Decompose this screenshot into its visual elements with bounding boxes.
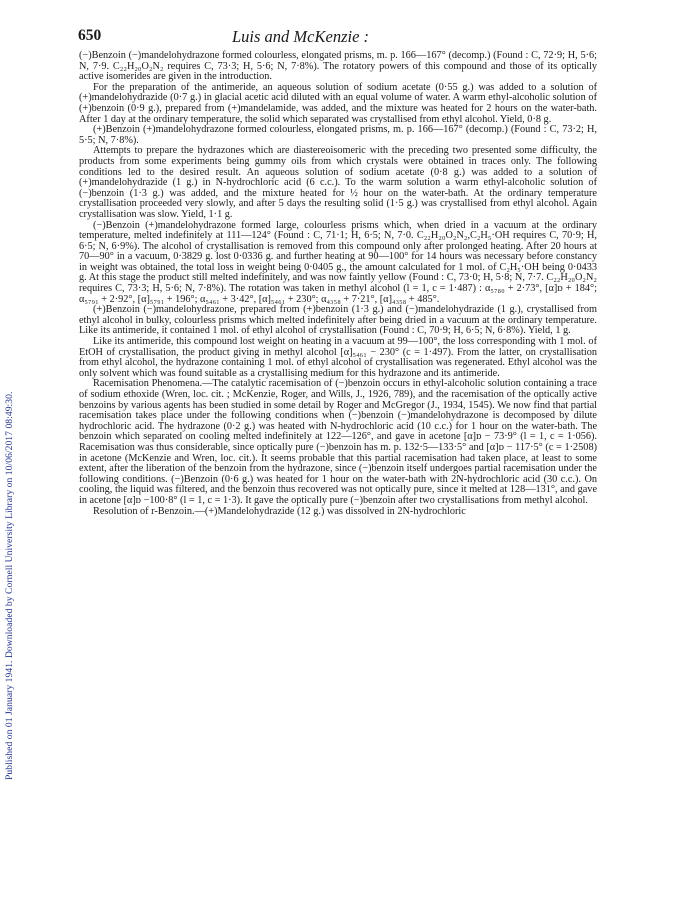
download-notice-margin	[4, 130, 18, 780]
paragraph: (−)Benzoin (+)mandelohydrazone formed large, colourless prisms which, when dried in a vacuum at the ordinary temperature, melted indefinitely at 111—124° (Found : C, 71·1; H, 6·5; N, 7·0. C₂₂H₂₀O₂N₂,C₂H₅·OH requires C, 70·9; H, 6·5; N, 6·9%). The alcohol of crystallisation is removed from this compound only after prolonged heating. After 20 hours at 70—90° in a vacuum, 0·3829 g. lost 0·0336 g. and further heating at 90—100° for 14 hours was necessary before constancy in weight was obtained, the total loss in weight being 0·0405 g., the amount calculated for 1 mol. of C₂H₅·OH being 0·0433 g. At this stage the product still melted indefinitely, and was now faintly yellow (Found : C, 73·0; H, 5·8; N, 7·7. C₂₂H₂₀O₂N₂ requires C, 73·3; H, 5·6; N, 7·8%). The rotation was taken in methyl alcohol (l = 1, c = 1·487) : α₅₇₈₀ + 2·73°, [α]ᴅ + 184°; α₅₇₉₁ + 2·92°, [α]₅₇₉₁ + 196°; α₅₄₆₁ + 3·42°, [α]₅₄₆₁ + 230°; α₄₃₅₈ + 7·21°, [α]₄₃₅₈ + 485°.	[79, 219, 597, 305]
page-number: 650	[78, 27, 102, 44]
paragraph: For the preparation of the antimeride, an aqueous solution of sodium acetate (0·55 g.) was added to a solution of (+)mandelohydrazide (0·7 g.) in glacial acetic acid diluted with an equal volume of water. A warm ethyl-alcoholic solution of (+)benzoin (0·9 g.), prepared from (+)mandelamide, was added, and the mixture was heated for 2 hours on the water-bath. After 1 day at the ordinary temperature, the solid which separated was crystallised from ethyl alcohol. Yield, 0·8 g.	[79, 81, 597, 125]
running-head: Luis and McKenzie :	[232, 27, 370, 46]
paragraph: Racemisation Phenomena.—The catalytic racemisation of (−)benzoin occurs in ethyl-alcoholic solution containing a trace of sodium ethoxide (Wren, loc. cit. ; McKenzie, Roger, and Wills, J., 1926, 789), and the racemisation of the optically active benzoins by various agents has been studied in some detail by Roger and McGregor (J., 1934, 1545). We now find that partial racemisation takes place under the following conditions when (−)benzoin (−)mandelohydrazone is decomposed by dilute hydrochloric acid. The hydrazone (0·2 g.) was heated with N-hydrochloric acid (10 c.c.) for 1 hour on the water-bath. The benzoin which separated on cooling melted indefinitely at 122—126°, and gave in acetone [α]ᴅ − 73·9° (l = 1, c = 1·056). Racemisation was thus considerable, since optically pure (−)benzoin has m. p. 132·5—133·5° and [α]ᴅ − 117·5° (c = 1·2508) in acetone (McKenzie and Wren, loc. cit.). It seems probable that this partial racemisation had taken place, at least to some extent, after the liberation of the benzoin from the hydrazone, since (−)benzoin itself undergoes partial racemisation under the following conditions. (−)Benzoin (0·6 g.) was heated for 1 hour on the water-bath with 2N-hydrochloric acid (30 c.c.). On cooling, the liquid was filtered, and the benzoin thus recovered was not optically pure, since it melted at 128—131°, and gave in acetone [α]ᴅ −100·8° (l = 1, c = 1·3). It gave the optically pure (−)benzoin after two crystallisations from methyl alcohol.	[79, 378, 597, 506]
paragraph: Like its antimeride, this compound lost weight on heating in a vacuum at 99—100°, the loss corresponding with 1 mol. of EtOH of crystallisation, the product giving in methyl alcohol [α]₅₄₆₁ − 230° (c = 1·497). From the latter, on crystallisation from ethyl alcohol, the hydrazone containing 1 mol. of ethyl alcohol of crystallisation was regenerated. Ethyl alcohol was the only solvent which was found suitable as a crystallising medium for this hydrazone and its antimeride.	[79, 336, 597, 379]
paragraph: (+)Benzoin (+)mandelohydrazone formed colourless, elongated prisms, m. p. 166—167° (decomp.) (Found : C, 73·2; H, 5·5; N, 7·8%).	[79, 124, 597, 146]
paragraph: (+)Benzoin (−)mandelohydrazone, prepared from (+)benzoin (1·3 g.) and (−)mandelohydrazide (1 g.), crystallised from ethyl alcohol in bulky, colourless prisms which melted indefinitely after being dried in a vacuum at the ordinary temperature. Like its antimeride, it contained 1 mol. of ethyl alcohol of crystallisation (Found : C, 70·9; H, 6·5; N, 6·8%). Yield, 1 g.	[79, 304, 597, 337]
paragraph: (−)Benzoin (−)mandelohydrazone formed colourless, elongated prisms, m. p. 166—167° (decomp.) (Found : C, 72·9; H, 5·6; N, 7·9. C₂₂H₂₀O₂N₂ requires C, 73·3; H, 5·6; N, 7·8%). The rotatory powers of this compound and those of its optically active isomerides are given in the introduction.	[79, 50, 597, 83]
page-header	[78, 27, 598, 47]
paragraph: Attempts to prepare the hydrazones which are diastereoisomeric with the preceding two presented some difficulty, the products from some experiments being gummy oils from which crystals were obtained in traces only. The following conditions led to the desired result. An aqueous solution of sodium acetate (0·8 g.) was added to a solution of (+)mandelohydrazide (1 g.) in N-hydrochloric acid (6 c.c.). To the warm solution a warm ethyl-alcoholic solution of (−)benzoin (1·3 g.) was added, and the mixture heated for ½ hour on the water-bath. At the ordinary temperature crystallisation proceeded very slowly, and after 5 days the resulting solid (1·5 g.) was crystallised from ethyl alcohol. Again crystallisation was slow. Yield, 1·1 g.	[79, 145, 597, 220]
body-text	[79, 51, 597, 517]
paragraph: Resolution of r-Benzoin.—(+)Mandelohydrazide (12 g.) was dissolved in 2N-hydrochloric	[93, 505, 466, 517]
download-notice-text: Published on 01 January 1941. Downloaded by Cornell University Library on 10/06/2017 08:49:30.	[4, 391, 15, 780]
